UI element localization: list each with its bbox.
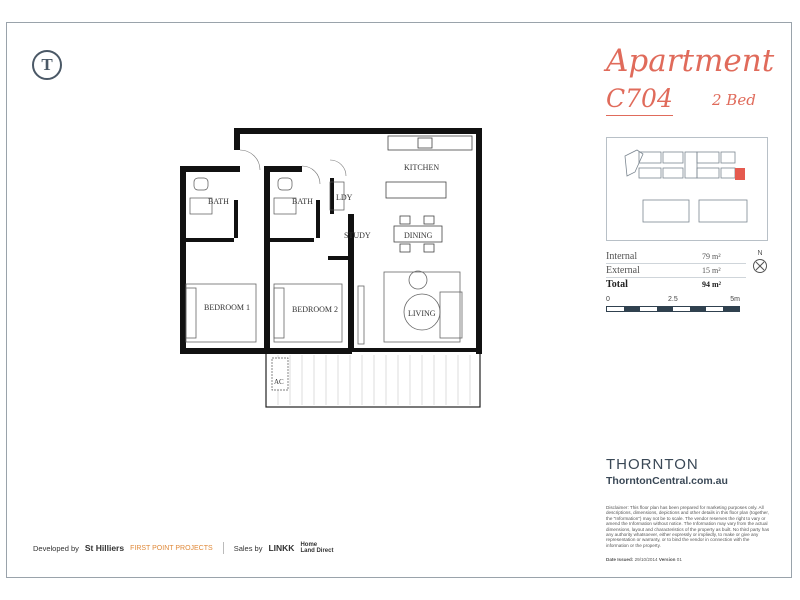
balcony [266, 351, 480, 407]
developed-by-label: Developed by [33, 543, 79, 553]
area-value: 94 m² [702, 280, 722, 289]
room-label-bath-1: BATH [208, 197, 229, 206]
logo-letter: T [41, 55, 53, 74]
area-schedule [606, 250, 746, 291]
sales-by-label: Sales by [233, 543, 263, 553]
room-label-bedroom-1: BEDROOM 1 [204, 303, 251, 312]
room-label-bedroom-2: BEDROOM 2 [292, 305, 339, 314]
area-value: 15 m² [702, 266, 721, 275]
footer-divider [223, 542, 224, 554]
scale-label-0: 0 [606, 296, 610, 303]
home-land-line1: Home [300, 542, 318, 548]
north-arrow [752, 250, 768, 273]
date-issued: 29/10/2014 [634, 557, 658, 562]
room-label-living: LIVING [408, 309, 436, 318]
home-land-line2: Land Direct [300, 548, 334, 554]
north-label: N [757, 250, 763, 257]
floor-plan [178, 126, 484, 412]
apartment-code: C704 [606, 85, 673, 116]
scale-label-mid: 2.5 [668, 296, 678, 303]
brand-name: THORNTON [606, 456, 699, 473]
room-label-study: STUDY [344, 231, 371, 240]
scale-label-end: 5m [730, 296, 740, 303]
ac-label: AC [274, 378, 284, 386]
version-label: Version [658, 557, 676, 562]
area-value: 79 m² [702, 252, 721, 261]
thornton-logo-icon [32, 50, 62, 80]
home-land-direct-logo [300, 542, 333, 554]
compass-icon [753, 259, 767, 273]
room-label-kitchen: KITCHEN [404, 163, 440, 172]
apartment-title: Apartment [606, 43, 775, 79]
area-label: Internal [606, 251, 638, 262]
area-row-internal [606, 250, 746, 264]
key-plan-drawing [607, 138, 767, 240]
room-label-bath-2: BATH [292, 197, 313, 206]
room-label-dining: DINING [404, 231, 433, 240]
linkk-logo: LINKK [268, 543, 295, 553]
first-point-projects-logo: FIRST POINT PROJECTS [130, 544, 213, 552]
area-row-external [606, 264, 746, 278]
disclaimer-text: Disclaimer: This floor plan has been prepared for marketing purposes only. All descriptions, dimensions, depictions and other details in this floor plan (together, the "Information") may not be to scale. The vendor reserves the right to vary or amend the Information without notice. The Information may vary from the actual dimensions, layout and characteristics of the property as built. No third party has any authority whatsoever, either expressly or impliedly, to make or give any representation or warranty, or to bind the vendor in connection with the information or the property. [606, 505, 770, 548]
date-issued-label: Date Issued: [606, 557, 634, 562]
area-label: Total [606, 279, 628, 290]
scale-bar-segments [606, 306, 740, 312]
unit-highlight [735, 168, 745, 180]
walls [180, 128, 482, 354]
bedroom-count: 2 Bed [712, 91, 756, 109]
version-number: 01 [676, 557, 682, 562]
brand-url[interactable]: ThorntonCentral.com.au [606, 475, 728, 487]
room-label-ldy: LDY [336, 193, 353, 202]
scale-bar [606, 296, 740, 312]
key-plan [606, 137, 768, 241]
area-label: External [606, 265, 640, 276]
st-hilliers-logo: St Hilliers [84, 543, 125, 553]
date-issued-line [606, 557, 682, 562]
footer-credits [33, 541, 333, 555]
area-row-total [606, 278, 746, 291]
living-furniture [358, 271, 462, 344]
